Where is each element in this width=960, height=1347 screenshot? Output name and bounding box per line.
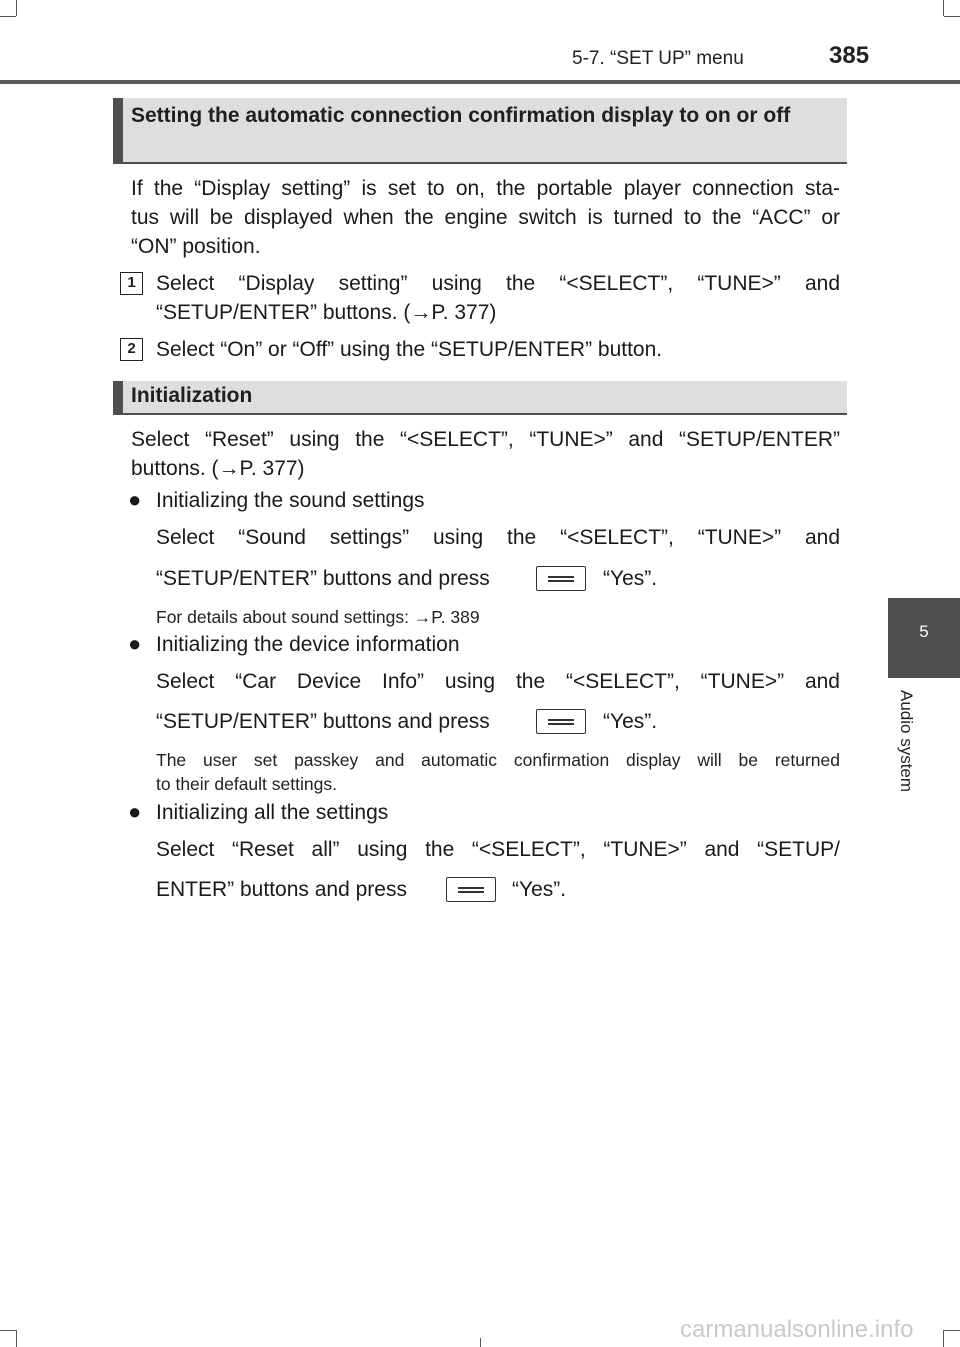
- section1-intro-line: “ON” position.: [131, 235, 261, 258]
- setup-enter-button-icon: [536, 709, 586, 734]
- crop-mark: [16, 1330, 17, 1347]
- item-line: “Yes”.: [603, 567, 658, 590]
- setup-enter-button-icon: [446, 877, 496, 902]
- bullet-icon: ●: [128, 487, 142, 512]
- page-number: 385: [829, 42, 870, 69]
- bullet-icon: ●: [128, 799, 142, 824]
- crop-mark: [943, 0, 944, 16]
- step-text-line: “SETUP/ENTER” buttons. (→P. 377): [156, 301, 497, 324]
- item-line: “SETUP/ENTER” buttons and press: [156, 710, 490, 733]
- crop-mark: [944, 16, 960, 17]
- item-title: Initializing the device information: [156, 633, 460, 656]
- step-number-2: 2: [120, 338, 143, 361]
- crop-mark: [0, 1330, 16, 1331]
- section1-intro-line: tus will be displayed when the engine switch is turned to the “ACC” or: [131, 206, 840, 229]
- section-heading-initialization: Initialization: [113, 381, 847, 415]
- item-line: “Yes”.: [512, 878, 567, 901]
- chapter-title: Audio system: [897, 690, 916, 793]
- item-line: ENTER” buttons and press: [156, 878, 407, 901]
- chapter-tab: [888, 598, 960, 678]
- item-title: Initializing the sound settings: [156, 489, 425, 512]
- section1-intro-line: If the “Display setting” is set to on, the portable player connection sta-: [131, 177, 840, 200]
- chapter-title-vertical: [896, 690, 920, 820]
- section-heading-auto-connection: Setting the automatic connection confirmation display to on or off: [113, 98, 847, 164]
- bullet-icon: ●: [128, 631, 142, 656]
- item-line: Select “Sound settings” using the “<SELECT”, “TUNE>” and: [156, 526, 840, 549]
- section2-intro-line: buttons. (→P. 377): [131, 457, 305, 480]
- item-note: to their default settings.: [156, 774, 337, 794]
- item-line: Select “Car Device Info” using the “<SELECT”, “TUNE>” and: [156, 670, 840, 693]
- item-title: Initializing all the settings: [156, 801, 389, 824]
- crop-mark: [0, 16, 16, 17]
- crop-mark: [16, 0, 17, 16]
- header-rule: [0, 80, 960, 84]
- setup-enter-button-icon: [536, 566, 586, 591]
- crop-mark: [944, 1330, 960, 1331]
- item-note: The user set passkey and automatic confirmation display will be returned: [156, 750, 840, 770]
- step-number-1: 1: [120, 272, 143, 295]
- crop-mark: [480, 1338, 481, 1347]
- step-text-line: Select “On” or “Off” using the “SETUP/ENTER” button.: [156, 338, 663, 361]
- item-line: Select “Reset all” using the “<SELECT”, “TUNE>” and “SETUP/: [156, 838, 840, 861]
- chapter-number: 5: [919, 622, 929, 641]
- item-line: “Yes”.: [603, 710, 658, 733]
- section2-intro-line: Select “Reset” using the “<SELECT”, “TUNE>” and “SETUP/ENTER”: [131, 428, 840, 451]
- item-note: For details about sound settings: →P. 389: [156, 607, 480, 627]
- watermark: carmanualsonline.info: [680, 1316, 914, 1343]
- header-section-title: 5-7. “SET UP” menu: [572, 48, 744, 69]
- crop-mark: [943, 1330, 944, 1347]
- step-text-line: Select “Display setting” using the “<SELECT”, “TUNE>” and: [156, 272, 840, 295]
- item-line: “SETUP/ENTER” buttons and press: [156, 567, 490, 590]
